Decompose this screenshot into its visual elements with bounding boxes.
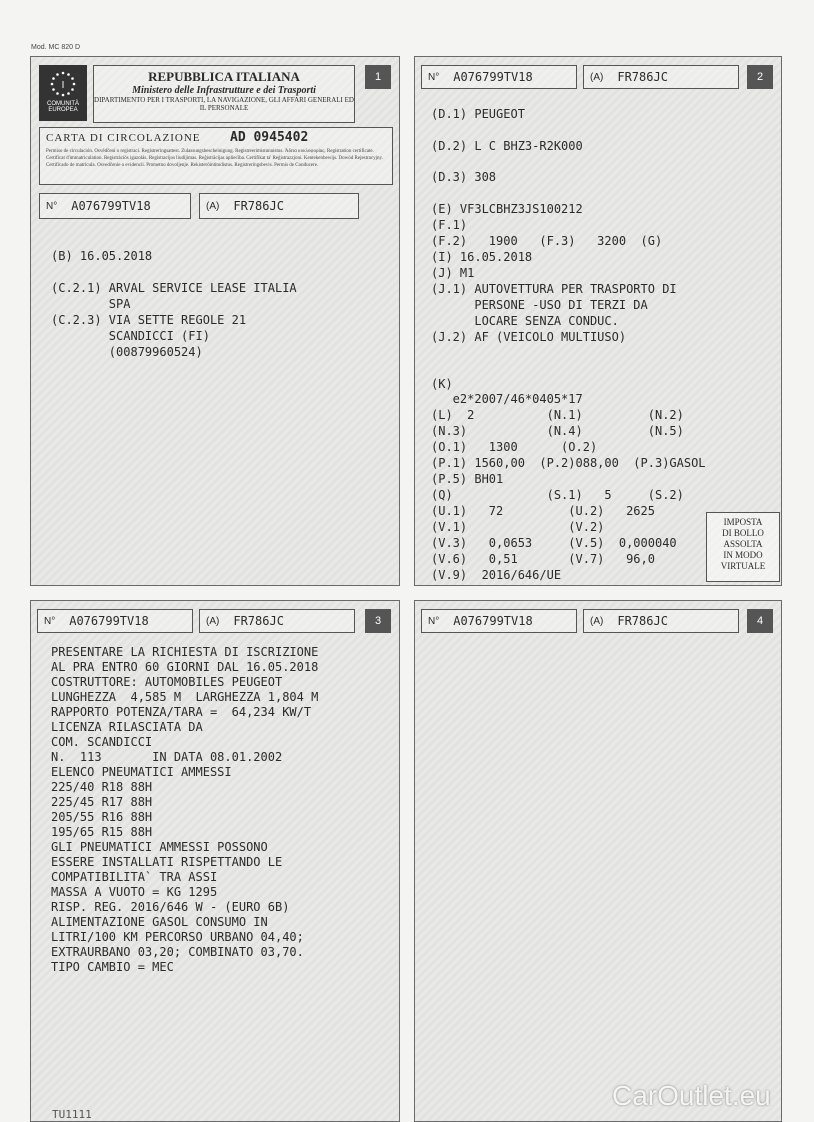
svg-text:I: I (61, 80, 65, 91)
plate-number: FR786JC (617, 70, 668, 84)
p2-line: (D.3) 308 (431, 170, 497, 184)
p3-line: LUNGHEZZA 4,585 M LARGHEZZA 1,804 M (51, 690, 319, 704)
p3-line: 205/55 R16 88H (51, 810, 153, 824)
p2-line: (V.3) 0,0653 (V.5) 0,000040 (431, 536, 677, 550)
p3-line: ESSERE INSTALLATI RISPETTANDO LE (51, 855, 283, 869)
registration-number-box (421, 609, 577, 633)
plate-number: FR786JC (233, 199, 284, 213)
p2-line: (K) (431, 377, 453, 391)
p3-line: EXTRAURBANO 03,20; COMBINATO 03,70. (51, 945, 304, 959)
p2-line: (U.1) 72 (U.2) 2625 (431, 504, 655, 518)
p3-line: LICENZA RILASCIATA DA (51, 720, 203, 734)
carta-translations: Permiso de circulación. Osvědčení o registraci. Registreringsattest. Zulassungsbescheinigung. Registreerimistunnistus. Άδεια κυκλοφορίας. Registration certificate. Certificat d'immatriculation. Registrációs igazolás. Registracijos liudijimas. Reģistrācijas apliecība. Certifikat ta' Reġistrazzjoni. Kentekenbewijs. Dowód Rejestracyjny. Certificado de matrícula. Osvedčenie o evidencii. Prometno dovoljenje. Rekisteröintitodistus. Registreringsbevis. Permis de Conducere. (46, 149, 383, 168)
p2-line: (L) 2 (N.1) (N.2) (431, 408, 684, 422)
p2-line: (E) VF3LCBHZ3JS100212 (431, 202, 583, 216)
registration-number: A076799TV18 (71, 199, 151, 213)
p2-line: (V.1) (V.2) (431, 520, 605, 534)
a-label: (A) (590, 615, 604, 627)
registration-number: A076799TV18 (69, 614, 149, 628)
department-name: DIPARTIMENTO PER I TRASPORTI, LA NAVIGAZIONE, GLI AFFARI GENERALI ED IL PERSONALE (94, 96, 354, 112)
p1-line: (C.2.3) VIA SETTE REGOLE 21 (51, 313, 247, 327)
p2-line: (V.6) 0,51 (V.7) 96,0 (431, 552, 655, 566)
footer-code: TU1111 (52, 1108, 92, 1121)
p2-line: (P.1) 1560,00 (P.2)088,00 (P.3)GASOL (431, 456, 706, 470)
registration-number: A076799TV18 (453, 614, 533, 628)
registration-number-box (39, 193, 191, 219)
p3-line: RAPPORTO POTENZA/TARA = 64,234 KW/T (51, 705, 312, 719)
n-label: N° (46, 200, 58, 212)
eu-badge (39, 65, 87, 121)
p3-line: RISP. REG. 2016/646 W - (EURO 6B) (51, 900, 290, 914)
mod-label: Mod. MC 820 D (31, 44, 81, 51)
stamp-duty-box (706, 512, 780, 582)
n-label: N° (44, 615, 56, 627)
p2-line: (J.2) AF (VEICOLO MULTIUSO) (431, 330, 627, 344)
plate-box (199, 609, 355, 633)
eu-stars-icon (48, 69, 78, 99)
panel-1 (30, 56, 400, 586)
panel-number-1: 1 (365, 65, 391, 89)
p3-line: 225/40 R18 88H (51, 780, 153, 794)
panel-number-4: 4 (747, 609, 773, 633)
n-label: N° (428, 71, 440, 83)
p2-line: (Q) (S.1) 5 (S.2) (431, 488, 684, 502)
p2-line: e2*2007/46*0405*17 (431, 392, 583, 406)
p3-line: 195/65 R15 88H (51, 825, 153, 839)
republic-header (93, 65, 355, 123)
p3-line: AL PRA ENTRO 60 GIORNI DAL 16.05.2018 (51, 660, 319, 674)
p2-line: (F.1) (431, 218, 468, 232)
republic-title: REPUBBLICA ITALIANA (148, 69, 300, 84)
p1-line: SPA (51, 297, 131, 311)
panel-3 (30, 600, 400, 1122)
carta-title: CARTA DI CIRCOLAZIONE (46, 132, 201, 144)
p3-line: 225/45 R17 88H (51, 795, 153, 809)
bollo-line: VIRTUALE (720, 561, 766, 571)
p2-line: (F.2) 1900 (F.3) 3200 (G) (431, 234, 663, 248)
eu-badge-label: COMUNITÀ EUROPEA (47, 101, 79, 113)
p3-line: PRESENTARE LA RICHIESTA DI ISCRIZIONE (51, 645, 319, 659)
p3-line: MASSA A VUOTO = KG 1295 (51, 885, 218, 899)
p2-line: PERSONE -USO DI TERZI DA (431, 298, 648, 312)
p1-line: (B) 16.05.2018 (51, 249, 153, 263)
p3-line: COM. SCANDICCI (51, 735, 153, 749)
panel-2 (414, 56, 782, 586)
bollo-line: IMPOSTA (723, 517, 763, 527)
p2-line: (D.1) PEUGEOT (431, 107, 525, 121)
registration-number-box (37, 609, 193, 633)
plate-box (583, 65, 739, 89)
registration-number-box (421, 65, 577, 89)
plate-number: FR786JC (233, 614, 284, 628)
p3-line: N. 113 IN DATA 08.01.2002 (51, 750, 283, 764)
bollo-line: IN MODO (723, 550, 763, 560)
plate-box (199, 193, 359, 219)
p3-line: ALIMENTAZIONE GASOL CONSUMO IN (51, 915, 268, 929)
p3-line: TIPO CAMBIO = MEC (51, 960, 174, 974)
carta-number: AD 0945402 (230, 130, 309, 145)
n-label: N° (428, 615, 440, 627)
carta-header (39, 127, 393, 185)
p2-line: (J) M1 (431, 266, 475, 280)
bollo-line: ASSOLTA (723, 539, 763, 549)
p2-line: (P.5) BH01 (431, 472, 504, 486)
p1-line: (C.2.1) ARVAL SERVICE LEASE ITALIA (51, 281, 297, 295)
a-label: (A) (206, 615, 220, 627)
panel-number-2: 2 (747, 65, 773, 89)
p3-line: ELENCO PNEUMATICI AMMESSI (51, 765, 232, 779)
p2-line: (V.9) 2016/646/UE (431, 568, 562, 582)
p3-line: GLI PNEUMATICI AMMESSI POSSONO (51, 840, 268, 854)
p2-line: (N.3) (N.4) (N.5) (431, 424, 684, 438)
bollo-line: DI BOLLO (722, 528, 764, 538)
p1-line: SCANDICCI (FI) (51, 329, 210, 343)
panel-4 (414, 600, 782, 1122)
p2-line: (D.2) L C BHZ3-R2K000 (431, 139, 583, 153)
p2-line: (J.1) AUTOVETTURA PER TRASPORTO DI (431, 282, 677, 296)
p3-line: COSTRUTTORE: AUTOMOBILES PEUGEOT (51, 675, 283, 689)
watermark: CarOutlet.eu (612, 1080, 771, 1111)
p2-line: (I) 16.05.2018 (431, 250, 533, 264)
panel-number-3: 3 (365, 609, 391, 633)
ministry-name: Ministero delle Infrastrutture e dei Trasporti (132, 85, 316, 96)
a-label: (A) (590, 71, 604, 83)
p3-line: COMPATIBILITA` TRA ASSI (51, 870, 218, 884)
registration-number: A076799TV18 (453, 70, 533, 84)
p2-line: (O.1) 1300 (O.2) (431, 440, 598, 454)
p3-line: LITRI/100 KM PERCORSO URBANO 04,40; (51, 930, 304, 944)
a-label: (A) (206, 200, 220, 212)
p1-line: (00879960524) (51, 345, 203, 359)
plate-box (583, 609, 739, 633)
plate-number: FR786JC (617, 614, 668, 628)
p2-line: LOCARE SENZA CONDUC. (431, 314, 619, 328)
